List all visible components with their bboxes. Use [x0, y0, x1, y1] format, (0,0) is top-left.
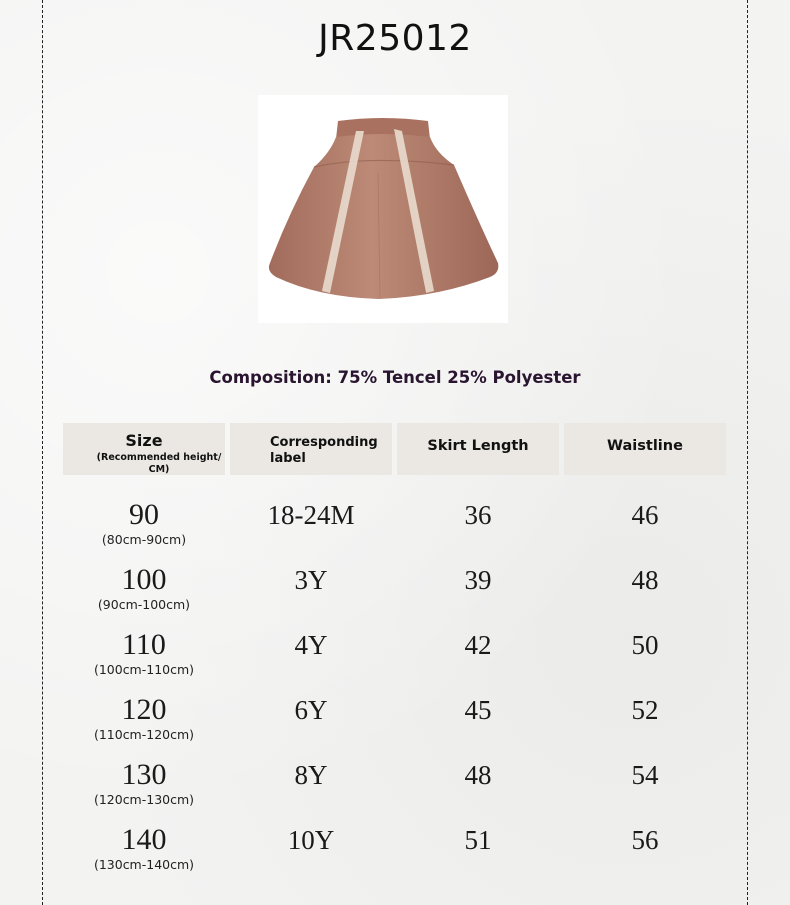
- skirt-illustration: [258, 95, 508, 323]
- size-value: 90: [129, 498, 159, 531]
- size-value: 130: [121, 758, 167, 791]
- size-value: 100: [121, 563, 167, 596]
- length-cell: [397, 760, 559, 790]
- table-row: [63, 630, 726, 695]
- waist-cell: [564, 500, 726, 530]
- size-cell: [63, 695, 225, 742]
- size-cell: [63, 500, 225, 547]
- label-cell: [230, 825, 392, 855]
- label-value: 6Y: [294, 695, 328, 725]
- length-value: 48: [464, 760, 492, 790]
- waist-value: 52: [631, 695, 659, 725]
- skirt-body: [269, 134, 498, 299]
- header-skirt-length-text: Skirt Length: [427, 438, 529, 454]
- label-cell: [230, 760, 392, 790]
- waist-value: 56: [631, 825, 659, 855]
- header-size-note: (Recommended height/ CM): [96, 452, 222, 475]
- length-value: 39: [464, 565, 492, 595]
- height-range: (110cm-120cm): [93, 727, 195, 742]
- header-waistline-text: Waistline: [607, 438, 683, 454]
- label-cell: [230, 500, 392, 530]
- label-value: 8Y: [294, 760, 328, 790]
- length-cell: [397, 565, 559, 595]
- header-size-label: Size: [125, 431, 163, 450]
- height-range: (120cm-130cm): [93, 792, 195, 807]
- table-row: [63, 500, 726, 565]
- label-cell: [230, 565, 392, 595]
- header-waistline: [564, 423, 726, 475]
- waist-value: 50: [631, 630, 659, 660]
- waist-cell: [564, 695, 726, 725]
- size-value: 140: [121, 823, 167, 856]
- table-row: [63, 565, 726, 630]
- waist-value: 48: [631, 565, 659, 595]
- table-row: [63, 825, 726, 890]
- length-cell: [397, 825, 559, 855]
- length-cell: [397, 500, 559, 530]
- size-cell: [63, 760, 225, 807]
- label-value: 18-24M: [267, 500, 355, 530]
- header-corresponding-label-text: Corresponding label: [270, 435, 378, 466]
- height-range: (90cm-100cm): [97, 597, 191, 612]
- product-code-title: JR25012: [318, 18, 472, 59]
- composition-text: Composition: 75% Tencel 25% Polyester: [209, 368, 581, 387]
- size-value: 110: [122, 628, 166, 661]
- waist-cell: [564, 630, 726, 660]
- header-skirt-length: [397, 423, 559, 475]
- label-value: 3Y: [294, 565, 328, 595]
- size-value: 120: [121, 693, 167, 726]
- length-cell: [397, 630, 559, 660]
- waist-value: 54: [631, 760, 659, 790]
- header-corresponding-label: [230, 423, 392, 475]
- waist-value: 46: [631, 500, 659, 530]
- size-cell: [63, 565, 225, 612]
- length-value: 36: [464, 500, 492, 530]
- waist-cell: [564, 565, 726, 595]
- table-row: [63, 760, 726, 825]
- length-value: 42: [464, 630, 492, 660]
- size-cell: [63, 630, 225, 677]
- height-range: (100cm-110cm): [93, 662, 195, 677]
- left-dashed-border: [42, 0, 43, 905]
- length-value: 51: [464, 825, 492, 855]
- length-cell: [397, 695, 559, 725]
- table-row: [63, 695, 726, 760]
- product-photo: [258, 95, 508, 323]
- size-cell: [63, 825, 225, 872]
- height-range: (130cm-140cm): [93, 857, 195, 872]
- height-range: (80cm-90cm): [101, 532, 187, 547]
- header-size: [63, 423, 225, 475]
- waist-cell: [564, 825, 726, 855]
- right-dashed-border: [747, 0, 748, 905]
- waist-cell: [564, 760, 726, 790]
- label-cell: [230, 695, 392, 725]
- label-cell: [230, 630, 392, 660]
- length-value: 45: [464, 695, 492, 725]
- label-value: 10Y: [287, 825, 335, 855]
- label-value: 4Y: [294, 630, 328, 660]
